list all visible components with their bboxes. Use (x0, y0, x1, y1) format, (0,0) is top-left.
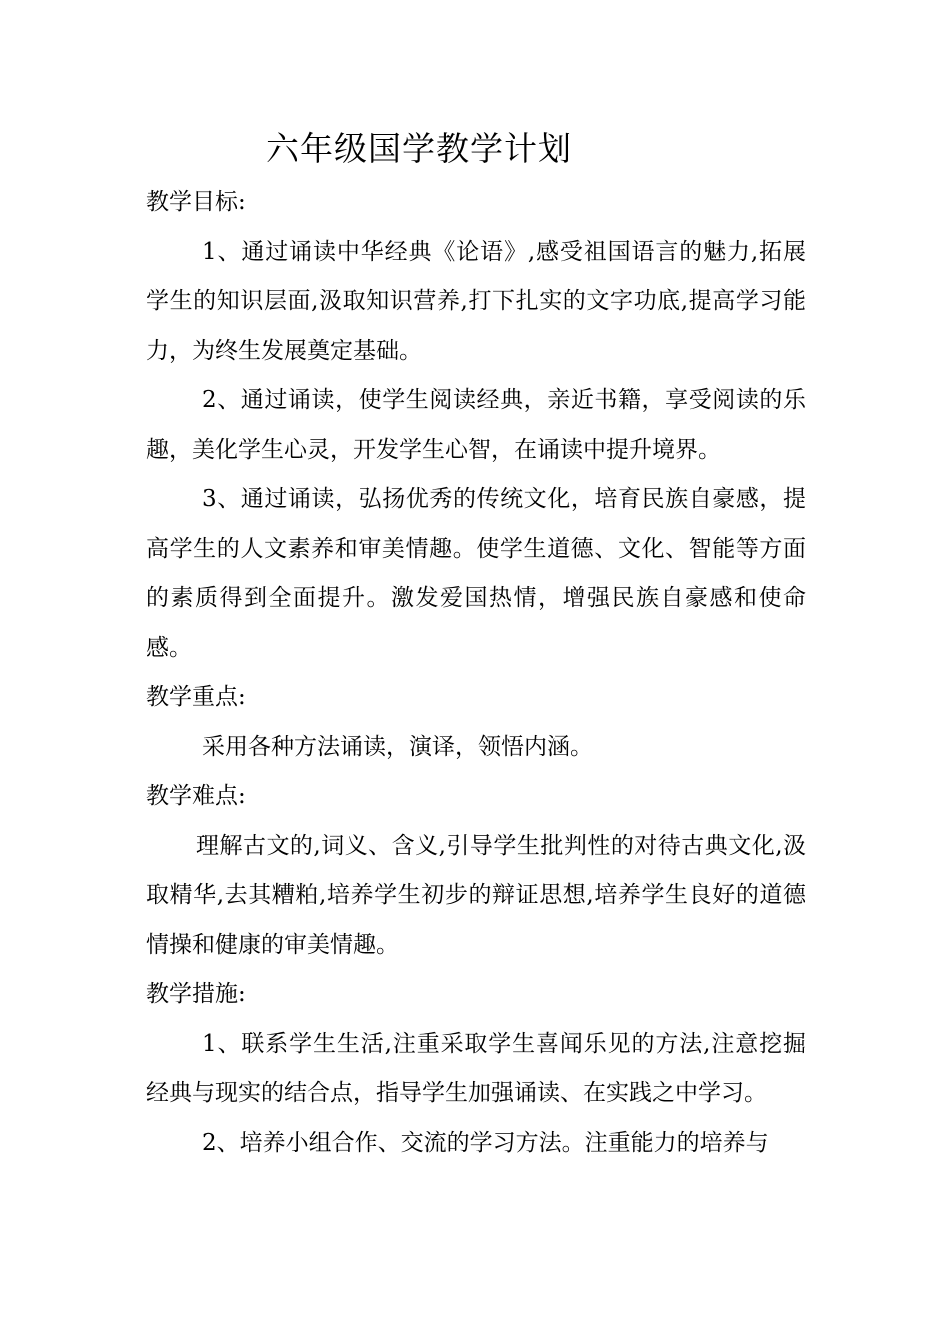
section-heading-objectives: 教学目标: (146, 189, 246, 215)
measure-item-1: 1、联系学生生活,注重采取学生喜闻乐见的方法,注意挖掘经典与现实的结合点，指导学生加强诵读、在实践之中学习。 (146, 1030, 806, 1106)
difficulties-text: 理解古文的,词义、含义,引导学生批判性的对待古典文化,汲取精华,去其糟粕,培养学生初步的辩证思想,培养学生良好的道德情操和健康的审美情趣。 (146, 832, 806, 958)
page-title: 六年级国学教学计划 (266, 129, 572, 168)
document-body (146, 178, 806, 1168)
objective-item-1: 1、通过诵读中华经典《论语》,感受祖国语言的魅力,拓展学生的知识层面,汲取知识营养,打下扎实的文字功底,提高学习能力，为终生发展奠定基础。 (146, 238, 806, 364)
objective-item-3: 3、通过诵读，弘扬优秀的传统文化，培育民族自豪感，提高学生的人文素养和审美情趣。使学生道德、文化、智能等方面的素质得到全面提升。激发爱国热情，增强民族自豪感和使命感。 (146, 486, 806, 661)
section-heading-difficulties: 教学难点: (146, 783, 246, 809)
section-heading-key-points: 教学重点: (146, 684, 246, 710)
objective-item-2: 2、通过诵读，使学生阅读经典，亲近书籍，享受阅读的乐趣，美化学生心灵，开发学生心智，在诵读中提升境界。 (146, 387, 806, 463)
key-points-text: 采用各种方法诵读，演译，领悟内涵。 (202, 733, 593, 760)
measure-item-2: 2、培养小组合作、交流的学习方法。注重能力的培养与 (202, 1129, 769, 1156)
section-heading-measures: 教学措施: (146, 981, 246, 1007)
